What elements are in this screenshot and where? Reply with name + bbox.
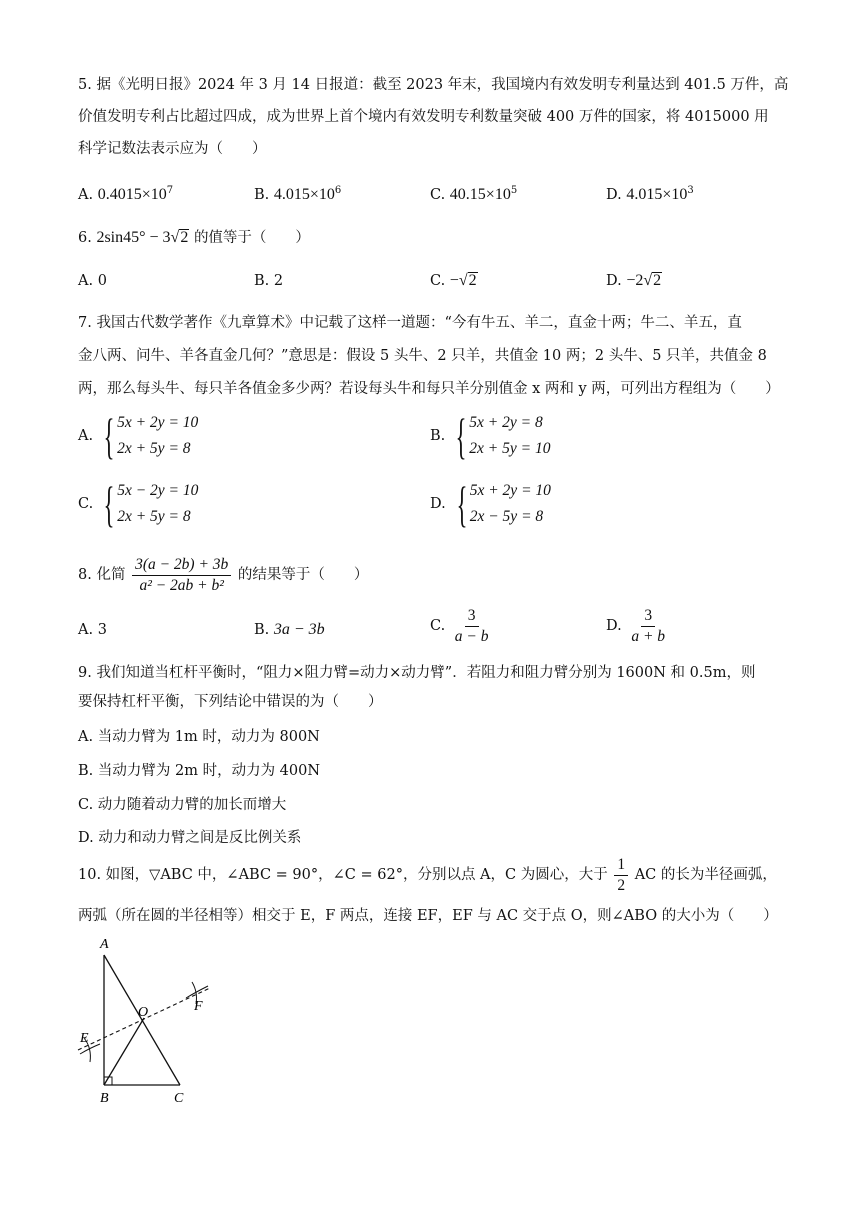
- label-a: A: [100, 937, 109, 952]
- arc-mark-f2: [186, 986, 208, 998]
- q5-option-c[interactable]: C. $40.15\times 10^5$: [430, 185, 518, 203]
- q9-line2: 要保持杠杆平衡，下列结论中错误的为（ ）: [78, 694, 383, 710]
- brace-icon: {: [103, 476, 115, 532]
- q5-option-a[interactable]: A. $0.4015\times 10^7$: [78, 185, 174, 203]
- q7-option-a[interactable]: A. { 5x + 2y = 10 2x + 5y = 8: [78, 408, 199, 464]
- q5-option-d[interactable]: D. $4.015\times 10^3$: [606, 185, 694, 203]
- q7-line2: 金八两、问牛、羊各直金几何？”意思是：假设 5 头牛、2 只羊，共值金 10 两；2 头牛、5 只羊，共值金 8: [78, 348, 767, 364]
- q7-option-d[interactable]: D. { 5x + 2y = 10 2x − 5y = 8: [430, 476, 551, 532]
- q6-option-c[interactable]: C. −√2: [430, 272, 477, 289]
- q7-option-c[interactable]: C. { 5x − 2y = 10 2x + 5y = 8: [78, 476, 199, 532]
- q8-option-a[interactable]: A. 3: [78, 622, 107, 638]
- q7-line3: 两，那么每头牛、每只羊各值金多少两？若设每头牛和每只羊分别值金 x 两和 y 两，可列出方程组为（ ）: [78, 381, 780, 397]
- q5-option-b[interactable]: B. $4.015\times 10^6$: [254, 185, 342, 203]
- q9-option-d[interactable]: D. 动力和动力臂之间是反比例关系: [78, 830, 302, 846]
- q8-option-b[interactable]: B. 3a − 3b: [254, 621, 325, 638]
- label-o: O: [138, 1005, 149, 1020]
- q10-figure: [70, 930, 230, 1110]
- q9-option-a[interactable]: A. 当动力臂为 1m 时，动力为 800N: [78, 729, 320, 745]
- q9-option-b[interactable]: B. 当动力臂为 2m 时，动力为 400N: [78, 763, 321, 779]
- brace-icon: {: [456, 476, 468, 532]
- q8-option-d[interactable]: D. $\frac{3}{a + b}$: [606, 606, 666, 645]
- q8-option-c[interactable]: C. $\frac{3}{a - b}$: [430, 606, 489, 645]
- q6-option-d[interactable]: D. −2√2: [606, 272, 662, 289]
- q6-option-a[interactable]: A. 0: [78, 273, 107, 289]
- q8-fraction: $\frac{3(a - 2b) + 3b}{\text{a² − 2ab + b²}}$: [132, 555, 231, 596]
- label-b: B: [100, 1091, 109, 1106]
- label-c: C: [174, 1091, 184, 1106]
- q6-stem: 6. 2sin45° − 3√2 的值等于（ ）: [78, 229, 310, 246]
- q8-stem: 8. 化简 $\frac{3(a - 2b) + 3b}{\text{a² − 2ab + b²}}$ 的结果等于（ ）: [78, 555, 369, 594]
- brace-icon: {: [103, 408, 115, 464]
- q9-line1: 9. 我们知道当杠杆平衡时，“阻力×阻力臂=动力×动力臂”．若阻力和阻力臂分别为 1600N 和 0.5m，则: [78, 665, 756, 681]
- q10-line1: 10. 如图，▽ABC 中，∠ABC = 90°，∠C = 62°，分别以点 A，C 为圆心，大于 $\frac{1}{2}$ AC 的长为半径画弧，: [78, 855, 777, 894]
- brace-icon: {: [455, 408, 467, 464]
- label-e: E: [80, 1031, 89, 1046]
- label-f: F: [194, 999, 203, 1014]
- q5-line1: 5. 据《光明日报》2024 年 3 月 14 日报道：截至 2023 年末，我国境内有效发明专利量达到 401.5 万件，高: [78, 77, 789, 93]
- q6-option-b[interactable]: B. 2: [254, 273, 284, 289]
- q5-line3: 科学记数法表示应为（ ）: [78, 141, 267, 157]
- q10-line2: 两弧（所在圆的半径相等）相交于 E，F 两点，连接 EF，EF 与 AC 交于点 O，则∠ABO 的大小为（ ）: [78, 908, 778, 924]
- q7-line1: 7. 我国古代数学著作《九章算术》中记载了这样一道题：“今有牛五、羊二，直金十两；牛二、羊五，直: [78, 315, 742, 331]
- q7-option-b[interactable]: B. { 5x + 2y = 8 2x + 5y = 10: [430, 408, 551, 464]
- q9-option-c[interactable]: C. 动力随着动力臂的加长而增大: [78, 797, 287, 813]
- q5-line2: 价值发明专利占比超过四成，成为世界上首个境内有效发明专利数量突破 400 万件的国家，将 4015000 用: [78, 109, 769, 125]
